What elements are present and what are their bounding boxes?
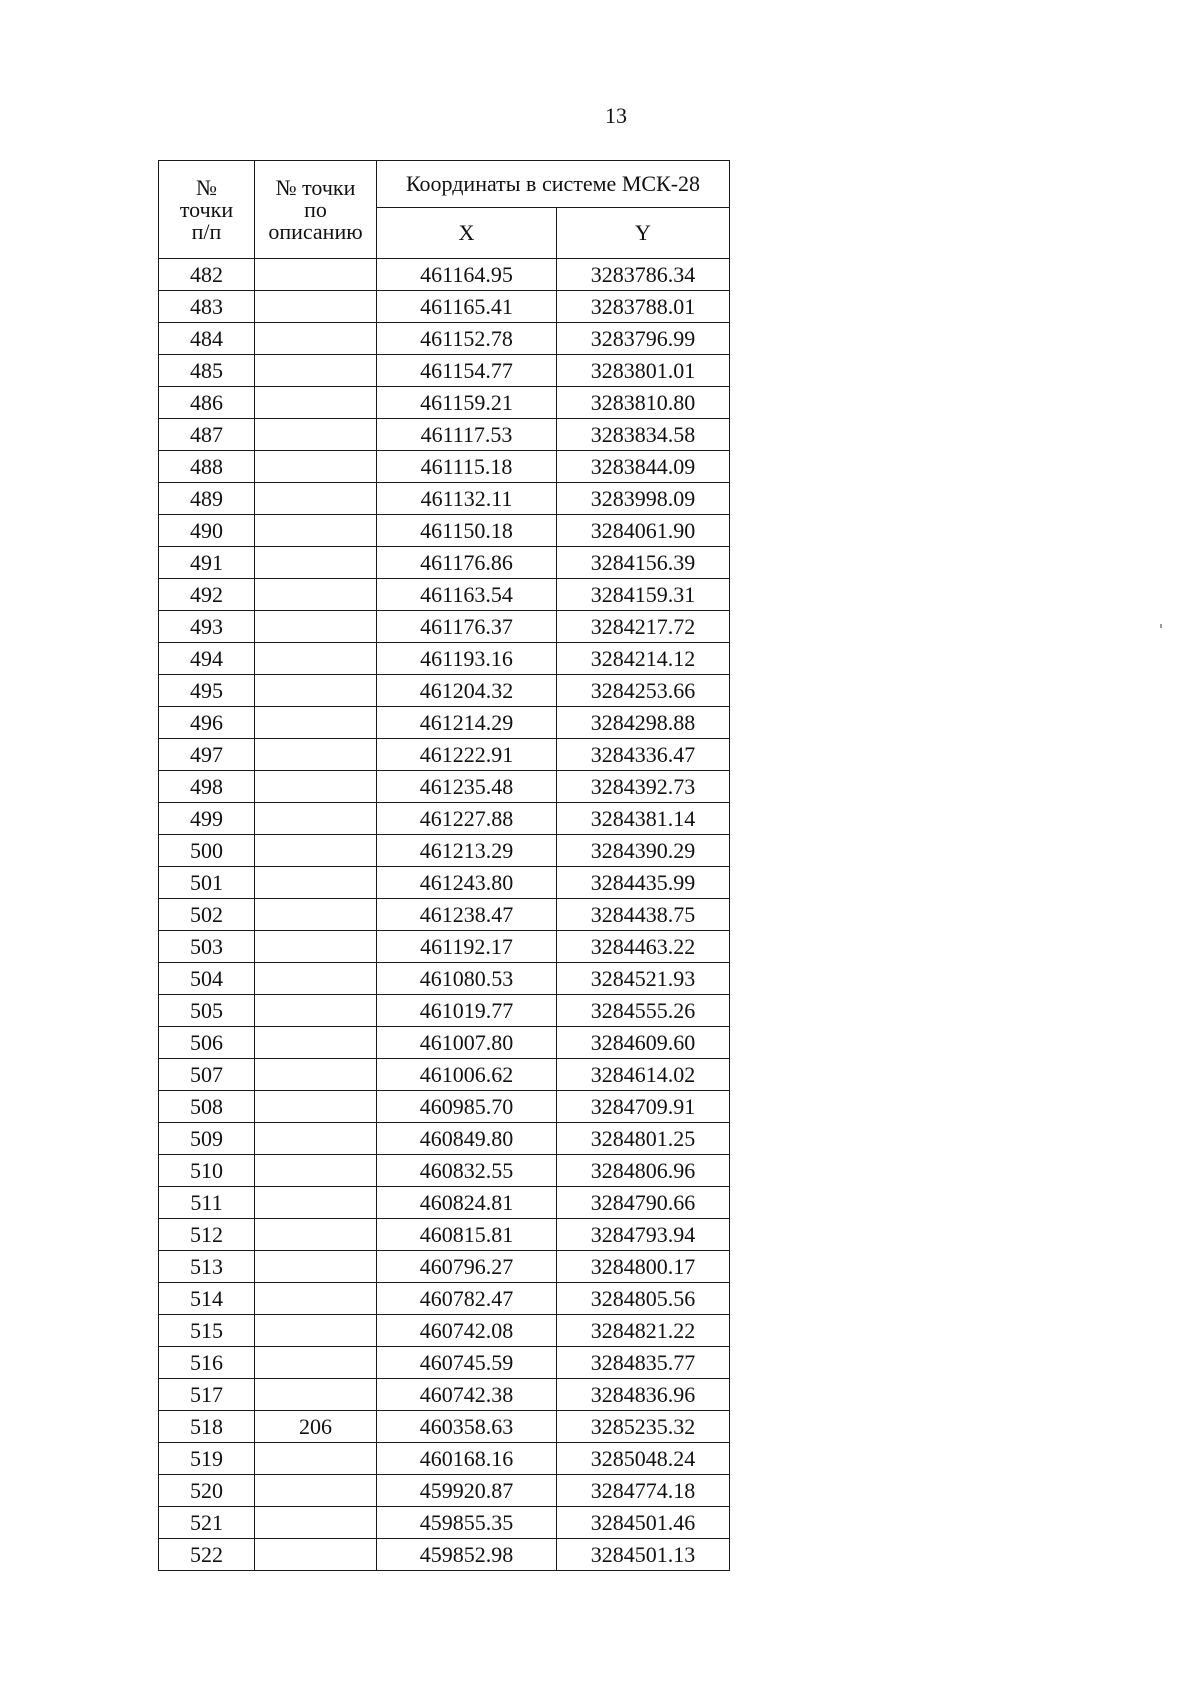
table-row — [159, 1379, 730, 1411]
header-description-line: по — [304, 196, 327, 222]
description-cell — [255, 547, 377, 579]
x-coordinate-cell: 460745.59 — [377, 1347, 557, 1379]
x-coordinate-cell: 460796.27 — [377, 1251, 557, 1283]
x-coordinate-cell: 460168.16 — [377, 1443, 557, 1475]
table-row — [159, 675, 730, 707]
table-row — [159, 1283, 730, 1315]
y-coordinate-cell: 3285048.24 — [557, 1443, 730, 1475]
y-coordinate-cell: 3284790.66 — [557, 1187, 730, 1219]
point-number-cell: 488 — [159, 451, 255, 483]
table-row — [159, 259, 730, 291]
description-cell — [255, 1539, 377, 1571]
point-number-cell: 509 — [159, 1123, 255, 1155]
x-coordinate-cell: 461222.91 — [377, 739, 557, 771]
y-coordinate-cell: 3284336.47 — [557, 739, 730, 771]
table-row — [159, 739, 730, 771]
x-coordinate-cell: 461163.54 — [377, 579, 557, 611]
table-row — [159, 1507, 730, 1539]
description-cell — [255, 1123, 377, 1155]
y-coordinate-cell: 3284214.12 — [557, 643, 730, 675]
point-number-cell: 512 — [159, 1219, 255, 1251]
y-coordinate-cell: 3284217.72 — [557, 611, 730, 643]
x-coordinate-cell: 461007.80 — [377, 1027, 557, 1059]
x-coordinate-cell: 461176.37 — [377, 611, 557, 643]
description-cell — [255, 867, 377, 899]
table-row — [159, 867, 730, 899]
x-coordinate-cell: 461227.88 — [377, 803, 557, 835]
description-cell — [255, 803, 377, 835]
y-coordinate-cell: 3284156.39 — [557, 547, 730, 579]
table-row — [159, 1219, 730, 1251]
x-coordinate-cell: 461204.32 — [377, 675, 557, 707]
description-cell — [255, 515, 377, 547]
point-number-cell: 503 — [159, 931, 255, 963]
point-number-cell: 521 — [159, 1507, 255, 1539]
point-number-cell: 493 — [159, 611, 255, 643]
table-row — [159, 963, 730, 995]
point-number-cell: 505 — [159, 995, 255, 1027]
header-description-line: № точки — [275, 174, 356, 200]
table-row — [159, 1187, 730, 1219]
header-coordinate-system: Координаты в системе МСК-28 — [377, 161, 730, 208]
description-cell — [255, 643, 377, 675]
y-coordinate-cell: 3284501.13 — [557, 1539, 730, 1571]
x-coordinate-cell: 461176.86 — [377, 547, 557, 579]
x-coordinate-cell: 461117.53 — [377, 419, 557, 451]
point-number-cell: 507 — [159, 1059, 255, 1091]
x-coordinate-cell: 460849.80 — [377, 1123, 557, 1155]
description-cell — [255, 707, 377, 739]
x-coordinate-cell: 461165.41 — [377, 291, 557, 323]
point-number-cell: 501 — [159, 867, 255, 899]
x-coordinate-cell: 461006.62 — [377, 1059, 557, 1091]
table-row — [159, 355, 730, 387]
point-number-cell: 520 — [159, 1475, 255, 1507]
table-row — [159, 1315, 730, 1347]
table-row — [159, 323, 730, 355]
x-coordinate-cell: 461019.77 — [377, 995, 557, 1027]
y-coordinate-cell: 3283796.99 — [557, 323, 730, 355]
y-coordinate-cell: 3284159.31 — [557, 579, 730, 611]
description-cell — [255, 1315, 377, 1347]
y-coordinate-cell: 3283998.09 — [557, 483, 730, 515]
point-number-cell: 491 — [159, 547, 255, 579]
table-row — [159, 899, 730, 931]
description-cell — [255, 995, 377, 1027]
header-description-line: описанию — [268, 218, 363, 244]
y-coordinate-cell: 3283834.58 — [557, 419, 730, 451]
description-cell — [255, 963, 377, 995]
description-cell — [255, 1507, 377, 1539]
y-coordinate-cell: 3284806.96 — [557, 1155, 730, 1187]
y-coordinate-cell: 3284801.25 — [557, 1123, 730, 1155]
table-row — [159, 995, 730, 1027]
description-cell — [255, 483, 377, 515]
description-cell — [255, 1155, 377, 1187]
y-coordinate-cell: 3284298.88 — [557, 707, 730, 739]
x-coordinate-cell: 461192.17 — [377, 931, 557, 963]
table-row — [159, 1347, 730, 1379]
table-row — [159, 1475, 730, 1507]
table-row — [159, 291, 730, 323]
description-cell — [255, 1283, 377, 1315]
table-row — [159, 771, 730, 803]
table-row — [159, 1155, 730, 1187]
x-coordinate-cell: 460742.38 — [377, 1379, 557, 1411]
y-coordinate-cell: 3284392.73 — [557, 771, 730, 803]
point-number-cell: 485 — [159, 355, 255, 387]
x-coordinate-cell: 460815.81 — [377, 1219, 557, 1251]
table-body — [159, 259, 730, 1571]
x-coordinate-cell: 460985.70 — [377, 1091, 557, 1123]
header-point-number-line: п/п — [191, 218, 222, 244]
y-coordinate-cell: 3284501.46 — [557, 1507, 730, 1539]
point-number-cell: 486 — [159, 387, 255, 419]
point-number-cell: 506 — [159, 1027, 255, 1059]
table-row — [159, 1539, 730, 1571]
point-number-cell: 510 — [159, 1155, 255, 1187]
description-cell — [255, 1251, 377, 1283]
coordinates-table — [158, 160, 730, 1571]
table-row — [159, 643, 730, 675]
y-coordinate-cell: 3284805.56 — [557, 1283, 730, 1315]
table-row — [159, 1091, 730, 1123]
point-number-cell: 489 — [159, 483, 255, 515]
table-row — [159, 803, 730, 835]
x-coordinate-cell: 460832.55 — [377, 1155, 557, 1187]
description-cell — [255, 1091, 377, 1123]
table-row — [159, 1443, 730, 1475]
x-coordinate-cell: 461152.78 — [377, 323, 557, 355]
description-cell — [255, 259, 377, 291]
table-row — [159, 387, 730, 419]
x-coordinate-cell: 461213.29 — [377, 835, 557, 867]
x-coordinate-cell: 461132.11 — [377, 483, 557, 515]
x-coordinate-cell: 460824.81 — [377, 1187, 557, 1219]
y-coordinate-cell: 3284821.22 — [557, 1315, 730, 1347]
point-number-cell: 515 — [159, 1315, 255, 1347]
point-number-cell: 522 — [159, 1539, 255, 1571]
y-coordinate-cell: 3284774.18 — [557, 1475, 730, 1507]
x-coordinate-cell: 460358.63 — [377, 1411, 557, 1443]
point-number-cell: 500 — [159, 835, 255, 867]
description-cell — [255, 419, 377, 451]
x-coordinate-cell: 461235.48 — [377, 771, 557, 803]
y-coordinate-cell: 3283844.09 — [557, 451, 730, 483]
table-row — [159, 1411, 730, 1443]
point-number-cell: 514 — [159, 1283, 255, 1315]
point-number-cell: 508 — [159, 1091, 255, 1123]
x-coordinate-cell: 461164.95 — [377, 259, 557, 291]
point-number-cell: 511 — [159, 1187, 255, 1219]
table-row — [159, 1059, 730, 1091]
point-number-cell: 487 — [159, 419, 255, 451]
table-row — [159, 931, 730, 963]
header-point-number-line: точки — [179, 196, 234, 222]
description-cell — [255, 1187, 377, 1219]
y-coordinate-cell: 3284555.26 — [557, 995, 730, 1027]
y-coordinate-cell: 3284435.99 — [557, 867, 730, 899]
point-number-cell: 484 — [159, 323, 255, 355]
page-number: 13 — [605, 103, 627, 128]
x-coordinate-cell: 461243.80 — [377, 867, 557, 899]
table-row — [159, 483, 730, 515]
x-coordinate-cell: 459852.98 — [377, 1539, 557, 1571]
point-number-cell: 519 — [159, 1443, 255, 1475]
table-row — [159, 1027, 730, 1059]
x-coordinate-cell: 461115.18 — [377, 451, 557, 483]
description-cell — [255, 323, 377, 355]
description-cell — [255, 579, 377, 611]
scan-mark — [1160, 624, 1162, 628]
y-coordinate-cell: 3284253.66 — [557, 675, 730, 707]
description-cell — [255, 1027, 377, 1059]
point-number-cell: 517 — [159, 1379, 255, 1411]
point-number-cell: 483 — [159, 291, 255, 323]
description-cell — [255, 739, 377, 771]
x-coordinate-cell: 461238.47 — [377, 899, 557, 931]
point-number-cell: 495 — [159, 675, 255, 707]
description-cell — [255, 291, 377, 323]
description-cell — [255, 611, 377, 643]
y-coordinate-cell: 3283788.01 — [557, 291, 730, 323]
y-coordinate-cell: 3284793.94 — [557, 1219, 730, 1251]
header-point-number — [159, 161, 255, 259]
description-cell — [255, 931, 377, 963]
point-number-cell: 518 — [159, 1411, 255, 1443]
y-coordinate-cell: 3284614.02 — [557, 1059, 730, 1091]
description-cell — [255, 451, 377, 483]
y-coordinate-cell: 3283801.01 — [557, 355, 730, 387]
x-coordinate-cell: 461080.53 — [377, 963, 557, 995]
x-coordinate-cell: 461214.29 — [377, 707, 557, 739]
description-cell — [255, 355, 377, 387]
table-row — [159, 1123, 730, 1155]
description-cell — [255, 675, 377, 707]
point-number-cell: 482 — [159, 259, 255, 291]
description-cell — [255, 1443, 377, 1475]
x-coordinate-cell: 459920.87 — [377, 1475, 557, 1507]
point-number-cell: 496 — [159, 707, 255, 739]
description-cell — [255, 387, 377, 419]
y-coordinate-cell: 3284800.17 — [557, 1251, 730, 1283]
y-coordinate-cell: 3284521.93 — [557, 963, 730, 995]
header-point-number-line: № — [196, 174, 217, 200]
point-number-cell: 498 — [159, 771, 255, 803]
description-cell — [255, 1347, 377, 1379]
point-number-cell: 504 — [159, 963, 255, 995]
point-number-cell: 502 — [159, 899, 255, 931]
point-number-cell: 497 — [159, 739, 255, 771]
description-cell — [255, 771, 377, 803]
header-description-point — [255, 161, 377, 259]
table-row — [159, 419, 730, 451]
x-coordinate-cell: 461159.21 — [377, 387, 557, 419]
y-coordinate-cell: 3283786.34 — [557, 259, 730, 291]
table-row — [159, 835, 730, 867]
point-number-cell: 494 — [159, 643, 255, 675]
description-cell — [255, 1475, 377, 1507]
description-cell: 206 — [255, 1411, 377, 1443]
table-row — [159, 579, 730, 611]
table-row — [159, 611, 730, 643]
description-cell — [255, 1219, 377, 1251]
x-coordinate-cell: 460742.08 — [377, 1315, 557, 1347]
description-cell — [255, 899, 377, 931]
table-row — [159, 1251, 730, 1283]
y-coordinate-cell: 3284438.75 — [557, 899, 730, 931]
y-coordinate-cell: 3283810.80 — [557, 387, 730, 419]
table-row — [159, 515, 730, 547]
x-coordinate-cell: 461150.18 — [377, 515, 557, 547]
y-coordinate-cell: 3284390.29 — [557, 835, 730, 867]
description-cell — [255, 835, 377, 867]
point-number-cell: 492 — [159, 579, 255, 611]
x-coordinate-cell: 459855.35 — [377, 1507, 557, 1539]
x-coordinate-cell: 461154.77 — [377, 355, 557, 387]
point-number-cell: 499 — [159, 803, 255, 835]
y-coordinate-cell: 3284836.96 — [557, 1379, 730, 1411]
table-row — [159, 451, 730, 483]
point-number-cell: 513 — [159, 1251, 255, 1283]
y-coordinate-cell: 3284835.77 — [557, 1347, 730, 1379]
y-coordinate-cell: 3284463.22 — [557, 931, 730, 963]
y-coordinate-cell: 3284609.60 — [557, 1027, 730, 1059]
x-coordinate-cell: 460782.47 — [377, 1283, 557, 1315]
header-x: X — [377, 208, 557, 259]
description-cell — [255, 1059, 377, 1091]
y-coordinate-cell: 3284381.14 — [557, 803, 730, 835]
point-number-cell: 516 — [159, 1347, 255, 1379]
point-number-cell: 490 — [159, 515, 255, 547]
y-coordinate-cell: 3285235.32 — [557, 1411, 730, 1443]
table-row — [159, 707, 730, 739]
table-row — [159, 547, 730, 579]
y-coordinate-cell: 3284061.90 — [557, 515, 730, 547]
description-cell — [255, 1379, 377, 1411]
y-coordinate-cell: 3284709.91 — [557, 1091, 730, 1123]
x-coordinate-cell: 461193.16 — [377, 643, 557, 675]
header-y: Y — [557, 208, 730, 259]
